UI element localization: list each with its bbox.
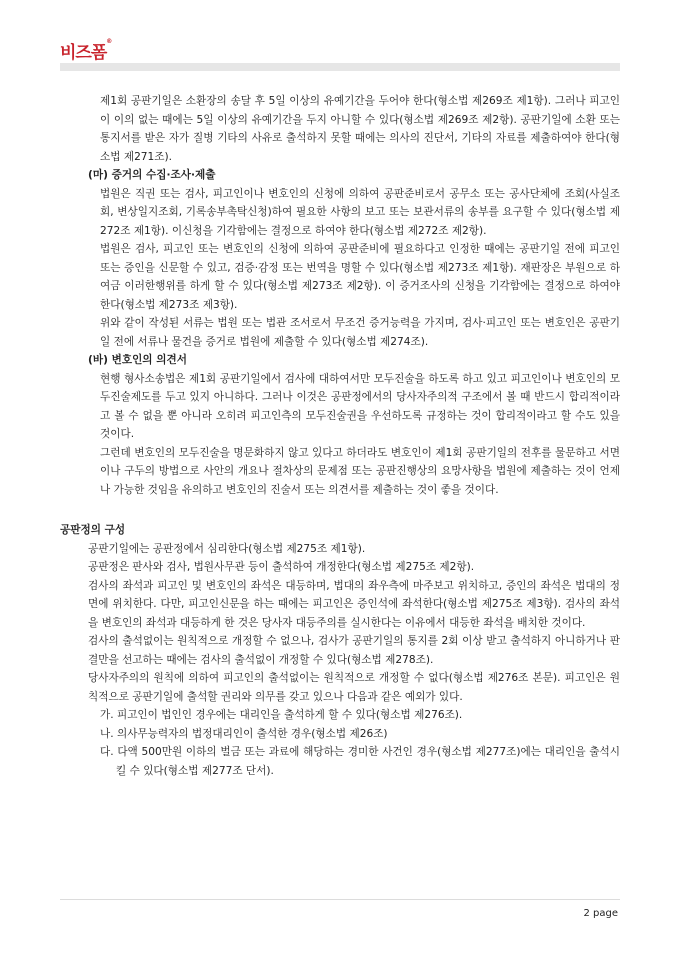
paragraph-court-3: 검사의 좌석과 피고인 및 변호인의 좌석은 대등하며, 법대의 좌우측에 마주보고 위치하고, 증인의 좌석은 법대의 정면에 위치한다. 다만, 피고인신문을 하는 때에는 피고인은 증인석에 좌석한다(형소법 제275조 제3항). 검사의 좌석을 변호인의 좌석과 대등하게 한 것은 당사자 대등주의를 실시한다는 이유에서 대등한 좌석을 배치한 것이다. [88,579,620,629]
list-item-ga: 가. 피고인이 법인인 경우에는 대리인을 출석하게 할 수 있다(형소법 제276조). [100,709,463,721]
paragraph-evidence-3: 위와 같이 작성된 서류는 법원 또는 법관 조서로서 무조건 증거능력을 가지며, 검사·피고인 또는 변호인은 공판기일 전에 서류나 물건을 증거로 법원에 제출할 수 있다(형소법 제274조). [100,317,620,348]
paragraph-evidence-1: 법원은 직권 또는 검사, 피고인이나 변호인의 신청에 의하여 공판준비로서 공무소 또는 공사단체에 조회(사실조회, 변상일지조회, 기록송부촉탁신청)하여 필요한 사항의 보고 또는 보관서류의 송부를 요구할 수 있다(형소법 제272조 제1항). 이신청을 기각함에는 결정으로 하여야 한다(형소법 제272조 제2항). [100,187,620,237]
section-heading-evidence: (마) 증거의 수집·조사·제출 [88,169,216,181]
paragraph-court-4: 검사의 출석없이는 원칙적으로 개정할 수 없으나, 검사가 공판기일의 통지를 2회 이상 받고 출석하지 아니하거나 판결만을 선고하는 때에는 검사의 출석없이 개정할 수 있다(형소법 제278조). [88,635,620,666]
paragraph-evidence-2: 법원은 검사, 피고인 또는 변호인의 신청에 의하여 공판준비에 필요하다고 인정한 때에는 공판기일 전에 피고인 또는 증인을 신문할 수 있고, 검증·감정 또는 번역을 명할 수 있다(형소법 제273조 제1항). 재판장은 부원으로 하여금 이러한행위를 하게 할 수 있다(형소법 제273조 제2항). 이 증거조사의 신청을 기각함에는 결정으로 하여야 한다(형소법 제273조 제3항). [100,243,620,311]
list-item-na: 나. 의사무능력자의 법정대리인이 출석한 경우(형소법 제26조) [100,727,388,740]
paragraph-first-hearing: 제1회 공판기일은 소환장의 송달 후 5일 이상의 유예기간을 두어야 한다(형소법 제269조 제1항). 그러나 피고인이 이의 없는 때에는 5일 이상의 유예기간을 두지 아니할 수 있다(형소법 제269조 제2항). 공판기일에 소환 또는 통지서를 받은 자가 질병 기타의 사유로 출석하지 못할 때에는 의사의 진단서, 기타의 자료를 제출하여야 한다(형소법 제271조). [100,95,620,163]
footer-divider [60,899,620,900]
bizforms-logo: 비즈폼® [60,38,112,63]
paragraph-defense-2: 그런데 변호인의 모두진술을 명문화하지 않고 있다고 하더라도 변호인이 제1회 공판기일의 전후를 물문하고 서면이나 구두의 방법으로 사안의 개요나 절차상의 문제점 또는 공판진행상의 요망사항을 법원에 제출하는 것이 언제나 가능한 것임을 유의하고 변호인의 진술서 또는 의견서를 제출하는 것이 좋을 것이다. [100,446,620,496]
paragraph-court-1: 공판기일에는 공판정에서 심리한다(형소법 제275조 제1항). [88,542,366,555]
list-item-da: 다. 다액 500만원 이하의 벌금 또는 과료에 해당하는 경미한 사건인 경우(형소법 제277조)에는 대리인을 출석시킬 수 있다(형소법 제277조 단서). [100,746,620,777]
section-heading-court-composition: 공판정의 구성 [60,524,126,536]
header-divider-bar [60,63,620,71]
document-body [60,92,620,780]
page-number: 2 page [583,908,618,919]
paragraph-court-2: 공판정은 판사와 검사, 법원사무관 등이 출석하여 개정한다(형소법 제275조 제2항). [88,561,475,573]
paragraph-court-5: 당사자주의의 원칙에 의하여 피고인의 출석없이는 원칙적으로 개정할 수 없다(형소법 제276조 본문). 피고인은 원칙적으로 공판기일에 출석할 권리와 의무를 갖고 있으나 다음과 같은 예외가 있다. [88,672,620,703]
paragraph-defense-1: 현행 형사소송법은 제1회 공판기일에서 검사에 대하여서만 모두진술을 하도록 하고 있고 피고인이나 변호인의 모두진술제도를 두고 있지 아니하다. 그러나 이것은 공판정에서의 당사자주의적 구조에서 볼 때 반드시 합리적이라고 볼 수 없을 뿐 아니라 오히려 피고인측의 모두진술권을 우선하도록 규정하는 것이 합리적이라고 할 수도 있을 것이다. [100,372,620,440]
section-heading-defense-opinion: (바) 변호인의 의견서 [88,354,187,366]
